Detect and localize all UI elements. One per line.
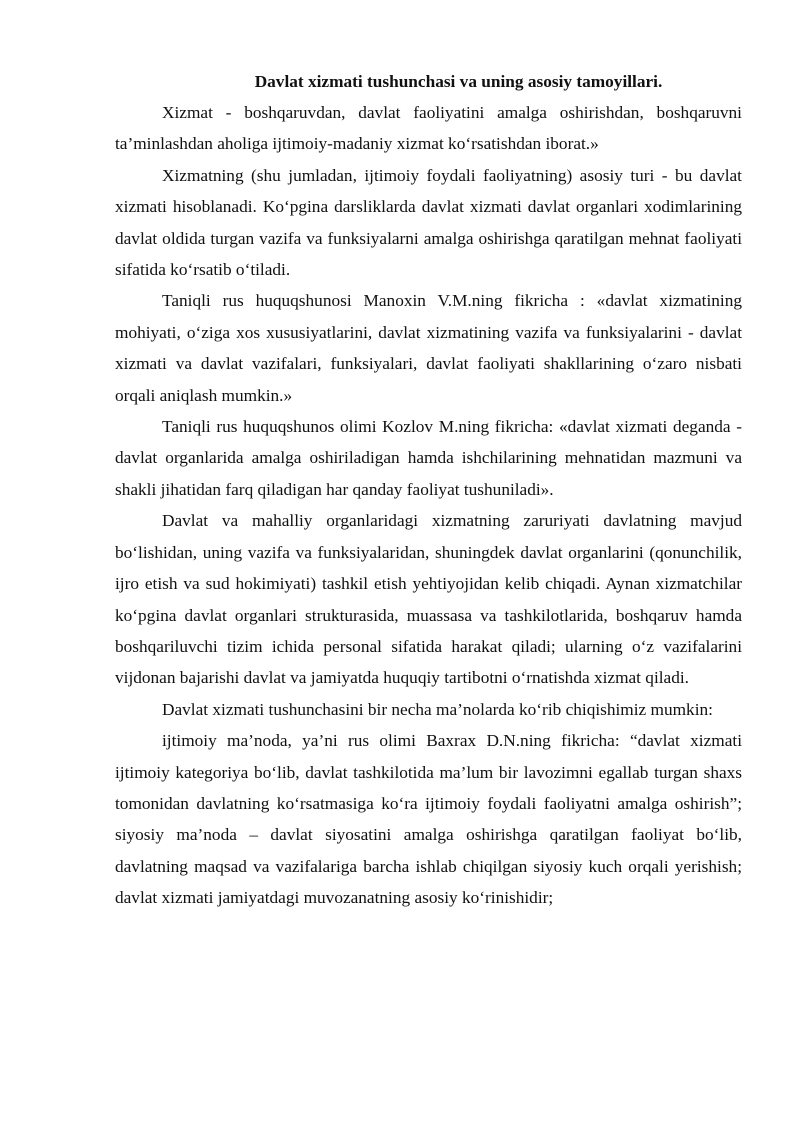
paragraph-1: Xizmat - boshqaruvdan, davlat faoliyatini amalga oshirishdan, boshqaruvni ta’minlashdan aholiga ijtimoiy-madaniy xizmat ko‘rsatishdan iborat.» xyxy=(115,103,742,154)
paragraph-6: Davlat xizmati tushunchasini bir necha ma’nolarda ko‘rib chiqishimiz mumkin: xyxy=(162,699,713,719)
document-title: Davlat xizmati tushunchasi va uning asosiy tamoyillari. xyxy=(254,72,663,91)
document-page xyxy=(115,66,742,914)
paragraph-3: Taniqli rus huquqshunosi Manoxin V.M.ning fikricha : «davlat xizmatining mohiyati, o‘ziga xos xususiyatlarini, davlat xizmatining vazifa va funksiyalarini - davlat xizmati va davlat vazifalari, funksiyalari, davlat faoliyati shakllarining o‘zaro nisbati orqali aniqlash mumkin.» xyxy=(115,291,742,405)
paragraph-4: Taniqli rus huquqshunos olimi Kozlov M.ning fikricha: «davlat xizmati deganda - davlat organlarida amalga oshiriladigan hamda ishchilarining mehnatidan mazmuni va shakli jihatidan farq qiladigan har qanday faoliyat tushuniladi». xyxy=(115,417,742,499)
paragraph-7: ijtimoiy ma’noda, ya’ni rus olimi Baxrax D.N.ning fikricha: “davlat xizmati ijtimoiy kategoriya bo‘lib, davlat tashkilotida ma’lum bir lavozimni egallab turgan shaxs tomonidan davlatning ko‘rsatmasiga ko‘ra ijtimoiy foydali faoliyatni amalga oshirish”; siyosiy ma’noda – davlat siyosatini amalga oshirishga qaratilgan faoliyat bo‘lib, davlatning maqsad va vazifalariga barcha ishlab chiqilgan siyosiy kuch orqali yerishish; davlat xizmati jamiyatdagi muvozanatning asosiy ko‘rinishidir; xyxy=(115,731,742,908)
paragraph-5: Davlat va mahalliy organlaridagi xizmatning zaruriyati davlatning mavjud bo‘lishidan, uning vazifa va funksiyalaridan, shuningdek davlat organlarini (qonunchilik, ijro etish va sud hokimiyati) tashkil etish yehtiyojidan kelib chiqadi. Aynan xizmatchilar ko‘pgina davlat organlari strukturasida, muassasa va tashkilotlarida, boshqaruv hamda boshqariluvchi tizim ichida personal sifatida harakat qiladi; ularning o‘z vazifalarini vijdonan bajarishi davlat va jamiyatda huquqiy tartibotni o‘rnatishda xizmat qiladi. xyxy=(115,511,742,688)
paragraph-2: Xizmatning (shu jumladan, ijtimoiy foydali faoliyatning) asosiy turi - bu davlat xizmati hisoblanadi. Ko‘pgina darsliklarda davlat xizmati davlat organlari xodimlarining davlat oldida turgan vazifa va funksiyalarni amalga oshirishga qaratilgan mehnat faoliyati sifatida ko‘rsatib o‘tiladi. xyxy=(115,165,742,280)
